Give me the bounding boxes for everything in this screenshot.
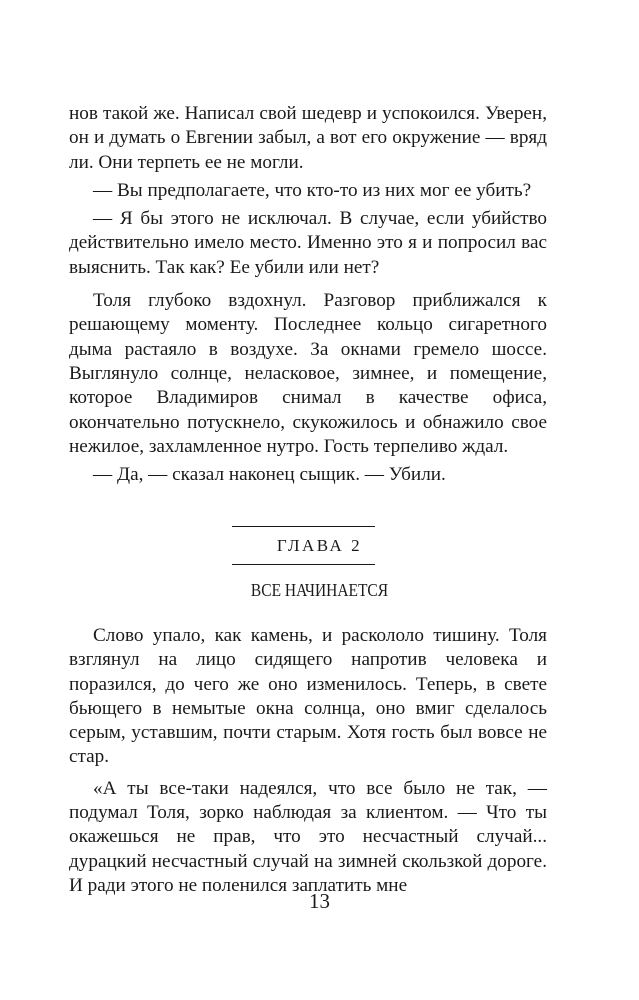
paragraph-dialogue: — Да, — сказал наконец сыщик. — Убили. bbox=[93, 464, 446, 486]
chapter-divider-bottom bbox=[232, 564, 375, 565]
page-number: 13 bbox=[309, 889, 330, 913]
paragraph-dialogue: — Я бы этого не исключал. В случае, если убийство действительно имело место. Именно это я и попросил вас выяснить. Так как? Ее убили или нет? bbox=[69, 208, 547, 278]
paragraph-continuation: нов такой же. Написал свой шедевр и успокоился. Уверен, он и думать о Евгении забыл, а вот его окружение — вряд ли. Они терпеть ее не могли. bbox=[69, 103, 547, 173]
text-block-bottom bbox=[69, 624, 547, 898]
paragraph-narration: Толя глубоко вздохнул. Разговор приближался к решающему моменту. Последнее кольцо сигаретного дыма растаяло в воздухе. За окнами гремело шоссе. Выглянуло солнце, неласковое, зимнее, и помещение, которое Владимиров снимал в качестве офиса, окончательно потускнело, скукожилось и обнажило свое нежилое, захламленное нутро. Гость терпеливо ждал. bbox=[69, 290, 547, 457]
paragraph-dialogue: — Вы предполагаете, что кто-то из них мог ее убить? bbox=[93, 179, 532, 201]
chapter-title: ВСЕ НАЧИНАЕТСЯ bbox=[250, 580, 389, 600]
paragraph-narration: «А ты все-таки надеялся, что все было не так, — подумал Толя, зорко наблюдая за клиентом. — Что ты окажешься не прав, что это несчастный случай... дурацкий несчастный случай на зимней скользкой дороге. И ради этого не поленился заплатить мне bbox=[69, 777, 547, 896]
paragraph-narration: Слово упало, как камень, и раскололо тишину. Толя взглянул на лицо сидящего напротив человека и поразился, до чего же оно изменилось. Теперь, в свете бьющего в немытые окна солнца, оно вмиг сделалось серым, уставшим, почти старым. Хотя гость был вовсе не стар. bbox=[69, 625, 547, 768]
text-block-top bbox=[69, 102, 547, 487]
chapter-divider-top bbox=[232, 526, 375, 527]
chapter-label: ГЛАВА 2 bbox=[276, 536, 363, 555]
